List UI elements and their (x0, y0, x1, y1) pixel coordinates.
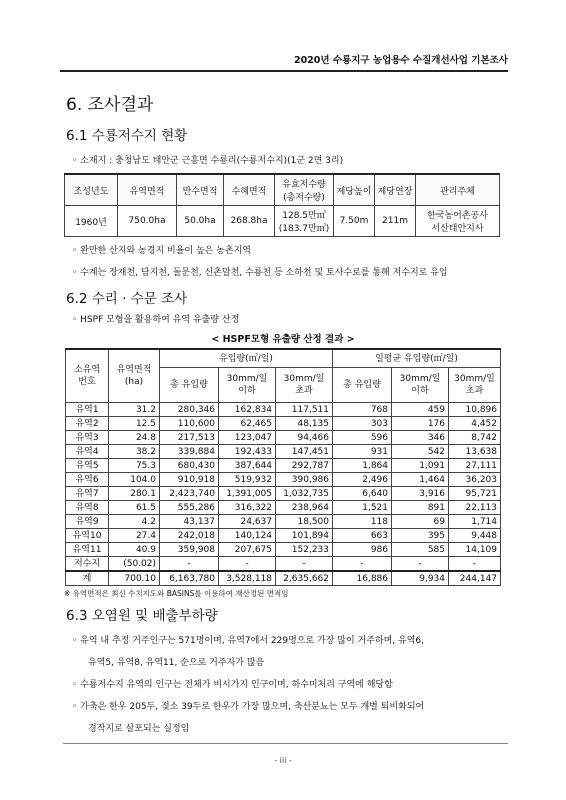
table-header-cell: 30mm/일 초과 (276, 368, 333, 403)
table-row (66, 417, 501, 431)
table-cell: 339,884 (160, 445, 219, 459)
table-row (66, 487, 501, 501)
location-text: ◦ 소재지 : 충청남도 태안군 근흥면 수룡리(수룡저수지)(1군 2면 3리) (72, 156, 344, 166)
basin-label-cell: 유역11 (66, 543, 109, 557)
table-header-cell: 수혜면적 (224, 174, 275, 206)
table-header-cell: 제당높이 (334, 174, 375, 206)
footer-rule (63, 743, 508, 744)
table-header-cell: 유역면적 (ha) (109, 349, 160, 403)
table-header-cell: 일평균 유입량(㎥/일) (333, 349, 501, 368)
table-header-cell: 제당연장 (375, 174, 416, 206)
table-cell: 768 (333, 403, 392, 417)
table-row (66, 543, 501, 557)
bullet-text: ◦ 수계는 장재천, 담지천, 돌문천, 신촌말천, 수룡천 등 소하천 및 토사수로를 통해 저수지로 유입 (72, 268, 448, 278)
basin-label-cell: 유역2 (66, 417, 109, 431)
table-header-cell: 관리주체 (416, 174, 500, 206)
table-cell: 910,918 (160, 473, 219, 487)
table-header-cell: 총 유입량 (333, 368, 392, 403)
table-header-cell: 소유역 번호 (66, 349, 109, 403)
section-title: 6. 조사결과 (66, 95, 154, 115)
table-header-cell: 30mm/일 이하 (219, 368, 276, 403)
table-cell: 110,600 (160, 417, 219, 431)
table-cell: 1,032,735 (276, 487, 333, 501)
table-row (66, 403, 501, 417)
table-cell: 36,203 (449, 473, 501, 487)
basin-label-cell: 유역6 (66, 473, 109, 487)
table-cell: 24.8 (109, 431, 160, 445)
table-cell: 22,113 (449, 501, 501, 515)
table-cell: 750.0ha (118, 206, 177, 237)
bullet-text: 유역5, 유역8, 유역11, 순으로 거주자가 많음 (88, 658, 265, 668)
table-cell: 94,466 (276, 431, 333, 445)
basin-label-cell: 유역3 (66, 431, 109, 445)
table-cell: 128.5만㎥ (183.7만㎥) (275, 206, 334, 237)
table-header-cell: 유역면적 (118, 174, 177, 206)
basin-label-cell: 유역1 (66, 403, 109, 417)
table-row (66, 515, 501, 529)
table-cell: 123,047 (219, 431, 276, 445)
table-cell: - (160, 557, 219, 572)
table-cell: 891 (392, 501, 449, 515)
table-cell: 16,886 (333, 571, 392, 586)
table-cell: - (333, 557, 392, 572)
table-cell: 555,286 (160, 501, 219, 515)
table-cell: 585 (392, 543, 449, 557)
table-cell: 303 (333, 417, 392, 431)
table-cell: 542 (392, 445, 449, 459)
table-cell: 61.5 (109, 501, 160, 515)
table-cell: 242,018 (160, 529, 219, 543)
table-cell: 9,934 (392, 571, 449, 586)
table-cell: 1,864 (333, 459, 392, 473)
table-cell: 40.9 (109, 543, 160, 557)
table-cell: 6,163,780 (160, 571, 219, 586)
table-cell: (50.02) (109, 557, 160, 572)
basin-label-cell: 저수지 (66, 557, 109, 572)
table-cell: 1,464 (392, 473, 449, 487)
table-cell: 10,896 (449, 403, 501, 417)
table-cell: 2,423,740 (160, 487, 219, 501)
table-cell: 663 (333, 529, 392, 543)
table-header-cell: 30mm/일 초과 (449, 368, 501, 403)
table-cell: - (392, 557, 449, 572)
table-header-cell: 조성년도 (65, 174, 118, 206)
bullet-text: ◦ HSPF 모형을 활용하여 유역 유출량 산정 (72, 315, 240, 325)
table-cell: 1,714 (449, 515, 501, 529)
table-cell: 292,787 (276, 459, 333, 473)
bullet-text: ◦ 가축은 한우 205두, 젖소 39두로 한우가 가장 많으며, 축산분뇨는 모두 개별 퇴비화되어 (72, 702, 425, 712)
table-cell: 244,147 (449, 571, 501, 586)
table-cell: 24,637 (219, 515, 276, 529)
bullet-text: ◦ 수룡저수지 유역의 인구는 전체가 비시가지 인구이며, 하수미처리 구역에 해당함 (72, 680, 393, 690)
table-cell: 43,137 (160, 515, 219, 529)
table-cell: 268.8ha (224, 206, 275, 237)
table-cell: 680,430 (160, 459, 219, 473)
table-cell: 한국농어촌공사 서산태안지사 (416, 206, 500, 237)
table-cell: 459 (392, 403, 449, 417)
table-cell: 346 (392, 431, 449, 445)
basin-label-cell: 유역4 (66, 445, 109, 459)
table-cell: 75.3 (109, 459, 160, 473)
table-cell: 31.2 (109, 403, 160, 417)
table-row (66, 557, 501, 572)
table-cell: - (449, 557, 501, 572)
table-cell: 69 (392, 515, 449, 529)
table-cell: 7.50m (334, 206, 375, 237)
table-header-cell: 총 유입량 (160, 368, 219, 403)
table-header-row (66, 349, 501, 368)
table-cell: 2,496 (333, 473, 392, 487)
table-cell: 359,908 (160, 543, 219, 557)
table-cell: 217,513 (160, 431, 219, 445)
table-cell: 1,091 (392, 459, 449, 473)
table-cell: 1960년 (65, 206, 118, 237)
subsection-title-6-2: 6.2 수리 · 수문 조사 (66, 291, 188, 307)
table-cell: 27,111 (449, 459, 501, 473)
hspf-runoff-table (65, 348, 501, 586)
table-cell: 38.2 (109, 445, 160, 459)
basin-label-cell: 유역9 (66, 515, 109, 529)
table-row (66, 431, 501, 445)
basin-label-cell: 유역5 (66, 459, 109, 473)
table-cell: 1,391,005 (219, 487, 276, 501)
page-number: - iii - (274, 756, 292, 765)
table-row (66, 501, 501, 515)
table-cell: 2,635,662 (276, 571, 333, 586)
basin-label-cell: 유역8 (66, 501, 109, 515)
table-header-cell: 30mm/일 이하 (392, 368, 449, 403)
table-cell: 117,511 (276, 403, 333, 417)
table-cell: 280,346 (160, 403, 219, 417)
bullet-text: ◦ 완만한 산지와 농경지 비율이 높은 농촌지역 (72, 246, 251, 256)
table-cell: 13,638 (449, 445, 501, 459)
subsection-title-6-3: 6.3 오염원 및 배출부하량 (66, 608, 218, 624)
table-cell: 14,109 (449, 543, 501, 557)
table-cell: 4.2 (109, 515, 160, 529)
basin-label-cell: 계 (66, 571, 109, 586)
table-cell: 147,451 (276, 445, 333, 459)
table-row (66, 473, 501, 487)
table-row (65, 206, 500, 237)
table-cell: 211m (375, 206, 416, 237)
table-cell: 700.10 (109, 571, 160, 586)
table-cell: 62,465 (219, 417, 276, 431)
table-cell: 12.5 (109, 417, 160, 431)
table-row (66, 445, 501, 459)
table-header-cell: 유입량(㎥/일) (160, 349, 333, 368)
table-cell: - (219, 557, 276, 572)
table-cell: 986 (333, 543, 392, 557)
table-cell: 50.0ha (177, 206, 224, 237)
table-cell: 95,721 (449, 487, 501, 501)
table-cell: 238,964 (276, 501, 333, 515)
reservoir-status-table (64, 173, 500, 237)
table-cell: 8,742 (449, 431, 501, 445)
table-cell: 3,528,118 (219, 571, 276, 586)
table-cell: 931 (333, 445, 392, 459)
table-cell: 395 (392, 529, 449, 543)
table-cell: 9,448 (449, 529, 501, 543)
basin-label-cell: 유역10 (66, 529, 109, 543)
basin-label-cell: 유역7 (66, 487, 109, 501)
table-cell: 152,233 (276, 543, 333, 557)
table-row (66, 571, 501, 586)
table-cell: 18,500 (276, 515, 333, 529)
table-cell: 3,916 (392, 487, 449, 501)
table-cell: 48,135 (276, 417, 333, 431)
table-cell: 280.1 (109, 487, 160, 501)
table-cell: 387,644 (219, 459, 276, 473)
table-row (66, 459, 501, 473)
bullet-text: 경작지로 살포되는 실정임 (88, 724, 190, 734)
table-cell: 176 (392, 417, 449, 431)
table-cell: 118 (333, 515, 392, 529)
running-header: 2020년 수룡지구 농업용수 수질개선사업 기본조사 (60, 52, 508, 72)
table-cell: 104.0 (109, 473, 160, 487)
table-cell: - (276, 557, 333, 572)
table-cell: 316,322 (219, 501, 276, 515)
table-header-cell: 유효저수량 (총저수량) (275, 174, 334, 206)
table-header-row (65, 174, 500, 206)
table-cell: 162,834 (219, 403, 276, 417)
table-cell: 519,932 (219, 473, 276, 487)
table-cell: 207,675 (219, 543, 276, 557)
table-cell: 192,433 (219, 445, 276, 459)
subsection-title-6-1: 6.1 수룡저수지 현황 (66, 128, 188, 144)
table-cell: 1,521 (333, 501, 392, 515)
table-cell: 4,452 (449, 417, 501, 431)
table-note: ※ 유역면적은 최신 수치지도와 BASINS를 이용하여 재산정된 면적임 (64, 589, 289, 598)
table-cell: 101,894 (276, 529, 333, 543)
table-cell: 390,986 (276, 473, 333, 487)
table-cell: 140,124 (219, 529, 276, 543)
table-caption: < HSPF모형 유출량 산정 결과 > (211, 334, 355, 345)
table-header-cell: 만수면적 (177, 174, 224, 206)
bullet-text: ◦ 유역 내 추정 거주인구는 571명이며, 유역7에서 229명으로 가장 많이 거주하며, 유역6, (72, 636, 424, 646)
table-cell: 596 (333, 431, 392, 445)
table-cell: 6,640 (333, 487, 392, 501)
table-cell: 27.4 (109, 529, 160, 543)
table-row (66, 529, 501, 543)
